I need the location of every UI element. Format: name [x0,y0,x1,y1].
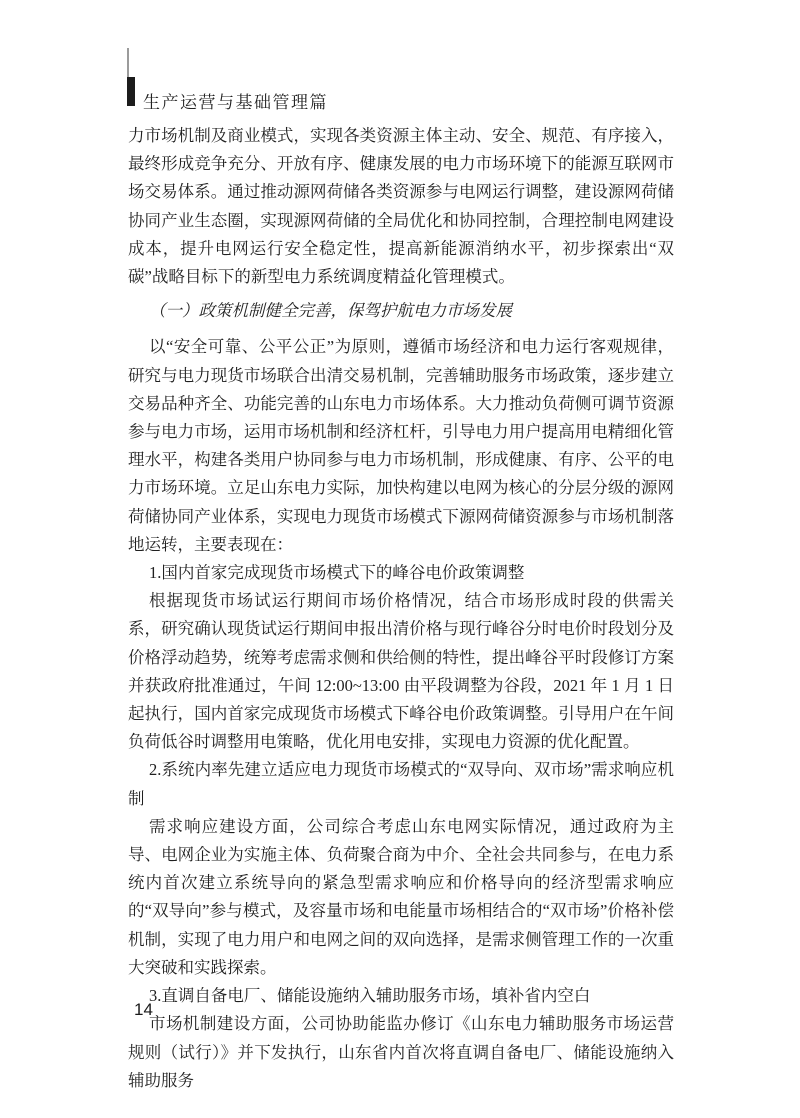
section-heading: （一）政策机制健全完善，保驾护航电力市场发展 [149,301,512,321]
paragraph: 根据现货市场试运行期间市场价格情况，结合市场形成时段的供需关系，研究确认现货试运行期间申报出清价格与现行峰谷分时电价时段划分及价格浮动趋势，统筹考虑需求侧和供给侧的特性，提出峰谷平时段修订方案并获政府批准通过，午间 12:00~13:00 由平段调整为谷段，2021 年 1 月 1 日起执行，国内首家完成现货市场模式下峰谷电价政策调整。引导用户在午间负荷低谷时调整用电策略，优化用电安排，实现电力资源的优化配置。 [128,591,674,752]
paragraph: 需求响应建设方面，公司综合考虑山东电网实际情况，通过政府为主导、电网企业为实施主体、负荷聚合商为中介、全社会共同参与，在电力系统内首次建立系统导向的紧急型需求响应和价格导向的经济型需求响应的“双导向”参与模式，及容量市场和电能量市场相结合的“双市场”价格补偿机制，实现了电力用户和电网之间的双向选择，是需求侧管理工作的一次重大突破和实践探索。 [128,816,674,977]
page-number: 14 [134,1000,153,1019]
chapter-marker-line [127,48,129,77]
paragraph-continued: 力市场机制及商业模式，实现各类资源主体主动、安全、规范、有序接入，最终形成竞争充分、开放有序、健康发展的电力市场环境下的能源互联网市场交易体系。通过推动源网荷储各类资源参与电网运行调整，建设源网荷储协同产业生态圈，实现源网荷储的全局优化和协同控制，合理控制电网建设成本，提升电网运行安全稳定性，提高新能源消纳水平，初步探索出“双碳”战略目标下的新型电力系统调度精益化管理模式。 [128,126,674,287]
subheading-3: 3.直调自备电厂、储能设施纳入辅助服务市场，填补省内空白 [149,986,591,1006]
subheading-2: 2.系统内率先建立适应电力现货市场模式的“双导向、双市场”需求响应机制 [128,760,674,808]
page-body [128,122,674,1095]
chapter-marker-bar [127,77,135,106]
subheading-1: 1.国内首家完成现货市场模式下的峰谷电价政策调整 [149,563,525,583]
paragraph: 以“安全可靠、公平公正”为原则，遵循市场经济和电力运行客观规律，研究与电力现货市场联合出清交易机制，完善辅助服务市场政策，逐步建立交易品种齐全、功能完善的山东电力市场体系。大力推动负荷侧可调节资源参与电力市场，运用市场机制和经济杠杆，引导电力用户提高用电精细化管理水平，构建各类用户协同参与电力市场机制，形成健康、有序、公平的电力市场环境。立足山东电力实际，加快构建以电网为核心的分层分级的源网荷储协同产业体系，实现电力现货市场模式下源网荷储资源参与市场机制落地运转，主要表现在： [128,337,674,554]
chapter-header-title: 生产运营与基础管理篇 [143,93,328,112]
paragraph: 市场机制建设方面，公司协助能监办修订《山东电力辅助服务市场运营规则（试行）》并下发执行，山东省内首次将直调自备电厂、储能设施纳入辅助服务 [128,1014,674,1090]
